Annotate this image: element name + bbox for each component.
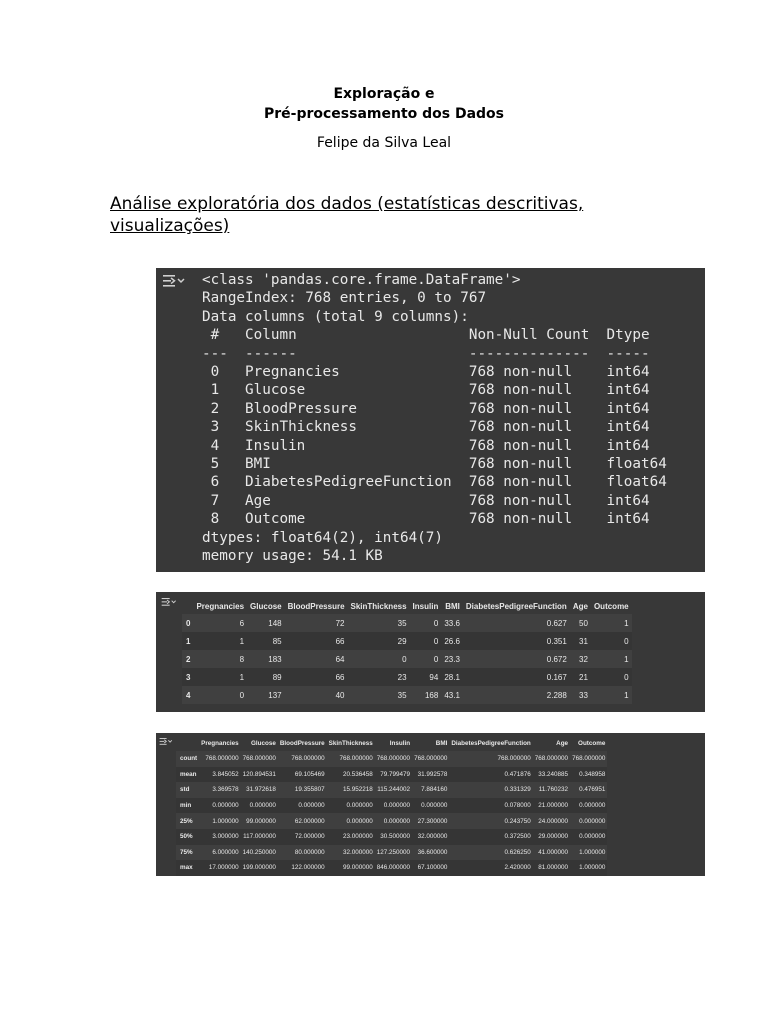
row-index-cell: 3 bbox=[186, 672, 191, 682]
row-index-cell: 2 bbox=[186, 654, 191, 664]
column-header: BMI bbox=[435, 739, 448, 747]
table-cell: 23 bbox=[397, 672, 407, 682]
document-author: Felipe da Silva Leal bbox=[316, 135, 452, 151]
output-toggle-icon[interactable] bbox=[162, 274, 186, 288]
describe-dataframe-table bbox=[176, 735, 607, 876]
info-output-line: Data columns (total 9 columns): bbox=[202, 308, 469, 325]
table-cell: 11.760232 bbox=[538, 786, 569, 794]
table-cell: 27.300000 bbox=[417, 817, 448, 825]
table-cell: 69.105469 bbox=[294, 770, 325, 778]
table-cell: 31.972618 bbox=[246, 786, 276, 794]
table-cell: 6.000000 bbox=[212, 848, 239, 856]
table-cell: 1 bbox=[624, 618, 629, 628]
table-cell: 0.000000 bbox=[383, 802, 411, 810]
table-cell: 35 bbox=[397, 690, 407, 700]
info-output-line: 5 BMI 768 non-null float64 bbox=[202, 456, 667, 473]
table-cell: 43.1 bbox=[444, 690, 460, 700]
table-cell: 32.000000 bbox=[417, 833, 448, 841]
table-cell: 0.372500 bbox=[504, 833, 531, 841]
table-row bbox=[182, 668, 632, 686]
table-cell: 80.000000 bbox=[294, 848, 325, 856]
column-header: DiabetesPedigreeFunction bbox=[465, 601, 567, 611]
table-cell: 99.000000 bbox=[343, 864, 373, 872]
row-index-cell: 50% bbox=[180, 833, 193, 841]
table-row bbox=[182, 650, 632, 668]
table-cell: 0.000000 bbox=[579, 833, 606, 841]
table-cell: 768.000000 bbox=[534, 755, 569, 763]
table-cell: 23.3 bbox=[444, 654, 460, 664]
table-row bbox=[176, 860, 607, 876]
table-cell: 0.000000 bbox=[579, 802, 606, 810]
row-index-cell: count bbox=[180, 755, 198, 763]
table-cell: 0.351 bbox=[546, 636, 567, 646]
table-cell: 85 bbox=[272, 636, 282, 646]
row-index-cell: mean bbox=[180, 770, 197, 778]
info-output-line: 0 Pregnancies 768 non-null int64 bbox=[202, 364, 650, 381]
info-output-line: 7 Age 768 non-null int64 bbox=[202, 492, 650, 509]
column-header: Insulin bbox=[389, 739, 411, 747]
table-cell: 0.331329 bbox=[504, 786, 531, 794]
column-header: DiabetesPedigreeFunction bbox=[451, 739, 531, 747]
column-header: Glucose bbox=[250, 601, 282, 611]
table-cell: 768.000000 bbox=[339, 755, 373, 763]
table-cell: 0.078000 bbox=[504, 802, 531, 810]
table-cell: 0.243750 bbox=[504, 817, 531, 825]
info-output-line: 1 Glucose 768 non-null int64 bbox=[202, 382, 650, 399]
table-cell: 41.000000 bbox=[538, 848, 569, 856]
table-cell: 50 bbox=[579, 618, 588, 628]
table-row bbox=[182, 686, 632, 704]
table-row bbox=[176, 767, 607, 783]
table-cell: 0.626250 bbox=[504, 848, 531, 856]
table-cell: 17.000000 bbox=[208, 864, 239, 872]
row-index-cell: 75% bbox=[180, 848, 193, 856]
table-cell: 33.240885 bbox=[538, 770, 569, 778]
column-header: BloodPressure bbox=[287, 601, 345, 611]
table-cell: 768.000000 bbox=[205, 755, 239, 763]
table-cell: 31.992578 bbox=[417, 770, 448, 778]
table-cell: 62.000000 bbox=[294, 817, 325, 825]
table-cell: 33 bbox=[579, 690, 588, 700]
table-cell: 19.355807 bbox=[294, 786, 325, 794]
table-cell: 72.000000 bbox=[294, 833, 325, 841]
table-cell: 0.627 bbox=[546, 618, 567, 628]
table-cell: 0.000000 bbox=[346, 802, 373, 810]
table-cell: 768.000000 bbox=[242, 755, 276, 763]
table-cell: 0.167 bbox=[546, 672, 567, 682]
table-header-row bbox=[176, 735, 607, 751]
column-header: Pregnancies bbox=[201, 739, 239, 747]
column-header bbox=[176, 735, 199, 751]
table-cell: 3.845052 bbox=[212, 770, 239, 778]
table-cell: 1 bbox=[239, 636, 245, 646]
table-cell: 2.420000 bbox=[504, 864, 531, 872]
table-cell: 66 bbox=[335, 672, 345, 682]
column-header: BloodPressure bbox=[279, 739, 325, 747]
table-cell: 23.000000 bbox=[343, 833, 373, 841]
column-header: BMI bbox=[445, 601, 460, 611]
output-toggle-icon[interactable] bbox=[161, 597, 177, 607]
table-cell: 115.244002 bbox=[377, 786, 411, 794]
column-header: Age bbox=[556, 739, 569, 747]
table-cell: 768.000000 bbox=[572, 755, 606, 763]
table-cell: 148 bbox=[268, 618, 282, 628]
info-output-text bbox=[202, 271, 667, 566]
table-cell: 89 bbox=[272, 672, 282, 682]
table-cell: 122.000000 bbox=[291, 864, 325, 872]
table-cell: 64 bbox=[335, 654, 345, 664]
describe-output-panel bbox=[156, 733, 705, 876]
row-index-cell: 1 bbox=[186, 636, 191, 646]
table-cell: 1.000000 bbox=[579, 864, 606, 872]
row-index-cell: 4 bbox=[186, 690, 191, 700]
table-cell: 846.000000 bbox=[376, 864, 411, 872]
row-index-cell: std bbox=[180, 786, 190, 794]
table-cell: 0.348958 bbox=[579, 770, 606, 778]
table-cell: 72 bbox=[335, 618, 345, 628]
table-header-row bbox=[182, 598, 632, 614]
section-heading: Análise exploratória dos dados (estatísticas descritivas, visualizações) bbox=[110, 194, 584, 236]
table-cell: 15.952218 bbox=[343, 786, 373, 794]
table-cell: 28.1 bbox=[444, 672, 460, 682]
head-output-panel bbox=[156, 592, 705, 712]
table-row bbox=[176, 813, 607, 829]
column-header: Outcome bbox=[593, 601, 629, 611]
table-cell: 0.000000 bbox=[579, 817, 606, 825]
table-cell: 0.471876 bbox=[504, 770, 531, 778]
table-cell: 1 bbox=[624, 654, 629, 664]
table-cell: 0.000000 bbox=[346, 817, 373, 825]
table-cell: 81.000000 bbox=[538, 864, 569, 872]
table-cell: 1.000000 bbox=[212, 817, 239, 825]
column-header: Glucose bbox=[251, 739, 276, 747]
table-cell: 35 bbox=[397, 618, 407, 628]
table-cell: 94 bbox=[429, 672, 439, 682]
table-cell: 21 bbox=[579, 672, 588, 682]
table-cell: 0.672 bbox=[546, 654, 567, 664]
table-cell: 3.000000 bbox=[212, 833, 239, 841]
column-header bbox=[182, 598, 193, 614]
table-cell: 140.250000 bbox=[242, 848, 276, 856]
column-header: Age bbox=[572, 601, 588, 611]
table-cell: 32 bbox=[579, 654, 588, 664]
table-cell: 0 bbox=[433, 654, 439, 664]
table-cell: 768.000000 bbox=[291, 755, 325, 763]
table-cell: 768.000000 bbox=[376, 755, 411, 763]
table-cell: 0.000000 bbox=[383, 817, 411, 825]
table-cell: 0.000000 bbox=[212, 802, 239, 810]
row-index-cell: 25% bbox=[180, 817, 193, 825]
column-header: Insulin bbox=[412, 601, 439, 611]
row-index-cell: max bbox=[180, 864, 193, 872]
column-header: SkinThickness bbox=[350, 601, 407, 611]
table-cell: 1.000000 bbox=[579, 848, 606, 856]
table-row bbox=[176, 798, 607, 814]
table-cell: 0.000000 bbox=[249, 802, 276, 810]
table-cell: 20.536458 bbox=[343, 770, 373, 778]
table-cell: 168 bbox=[424, 690, 439, 700]
head-dataframe-table bbox=[182, 598, 632, 704]
table-cell: 40 bbox=[335, 690, 345, 700]
table-cell: 24.000000 bbox=[538, 817, 569, 825]
column-header: Pregnancies bbox=[196, 601, 245, 611]
table-cell: 0 bbox=[433, 618, 439, 628]
table-cell: 33.6 bbox=[444, 618, 460, 628]
info-output-line: 6 DiabetesPedigreeFunction 768 non-null float64 bbox=[202, 474, 667, 491]
table-cell: 36.600000 bbox=[417, 848, 448, 856]
table-cell: 1 bbox=[239, 672, 245, 682]
table-cell: 0 bbox=[433, 636, 439, 646]
table-cell: 3.369578 bbox=[212, 786, 239, 794]
info-output-line: # Column Non-Null Count Dtype bbox=[202, 327, 650, 344]
info-output-line: 8 Outcome 768 non-null int64 bbox=[202, 511, 650, 528]
table-row bbox=[176, 782, 607, 798]
table-cell: 8 bbox=[239, 654, 245, 664]
table-cell: 137 bbox=[268, 690, 282, 700]
table-cell: 29 bbox=[397, 636, 407, 646]
table-cell: 29.000000 bbox=[538, 833, 569, 841]
table-cell: 0 bbox=[402, 654, 407, 664]
table-cell: 0 bbox=[624, 672, 629, 682]
table-row bbox=[176, 829, 607, 845]
table-cell: 0.476951 bbox=[579, 786, 606, 794]
row-index-cell: min bbox=[180, 802, 192, 810]
column-header: SkinThickness bbox=[328, 739, 373, 747]
info-output-line: --- ------ -------------- ----- bbox=[202, 345, 650, 362]
info-output-line: 2 BloodPressure 768 non-null int64 bbox=[202, 400, 650, 417]
column-header: Outcome bbox=[578, 739, 606, 747]
table-cell: 117.000000 bbox=[243, 833, 276, 841]
table-cell: 32.000000 bbox=[343, 848, 373, 856]
table-cell: 30.500000 bbox=[380, 833, 411, 841]
table-cell: 120.894531 bbox=[242, 770, 276, 778]
table-row bbox=[176, 845, 607, 861]
table-cell: 768.000000 bbox=[414, 755, 448, 763]
table-cell: 0 bbox=[624, 636, 629, 646]
table-cell: 1 bbox=[624, 690, 629, 700]
table-cell: 31 bbox=[579, 636, 588, 646]
table-row bbox=[182, 614, 632, 632]
info-output-panel bbox=[156, 268, 705, 572]
info-output-line: memory usage: 54.1 KB bbox=[202, 548, 383, 565]
table-cell: 2.288 bbox=[546, 690, 567, 700]
info-output-line: 3 SkinThickness 768 non-null int64 bbox=[202, 419, 650, 436]
table-cell: 0 bbox=[239, 690, 245, 700]
table-cell: 768.000000 bbox=[497, 755, 531, 763]
table-cell: 67.100000 bbox=[417, 864, 448, 872]
info-output-line: dtypes: float64(2), int64(7) bbox=[202, 529, 444, 546]
table-cell: 21.000000 bbox=[538, 802, 569, 810]
table-cell: 26.6 bbox=[444, 636, 460, 646]
table-cell: 79.799479 bbox=[380, 770, 411, 778]
document-title-line1: Exploração e bbox=[333, 86, 435, 102]
info-output-line: 4 Insulin 768 non-null int64 bbox=[202, 437, 650, 454]
table-cell: 127.250000 bbox=[376, 848, 411, 856]
table-cell: 183 bbox=[268, 654, 282, 664]
table-row bbox=[182, 632, 632, 650]
table-cell: 99.000000 bbox=[246, 817, 276, 825]
table-cell: 199.000000 bbox=[242, 864, 276, 872]
document-title-line2: Pré-processamento dos Dados bbox=[263, 106, 505, 122]
table-cell: 0.000000 bbox=[298, 802, 325, 810]
table-cell: 0.000000 bbox=[421, 802, 448, 810]
output-toggle-icon[interactable] bbox=[159, 737, 173, 746]
row-index-cell: 0 bbox=[186, 618, 191, 628]
info-output-line: RangeIndex: 768 entries, 0 to 767 bbox=[202, 290, 487, 307]
info-output-line: <class 'pandas.core.frame.DataFrame'> bbox=[202, 272, 521, 288]
table-row bbox=[176, 751, 607, 767]
table-cell: 66 bbox=[335, 636, 345, 646]
table-cell: 6 bbox=[239, 618, 245, 628]
table-cell: 7.884160 bbox=[421, 786, 448, 794]
